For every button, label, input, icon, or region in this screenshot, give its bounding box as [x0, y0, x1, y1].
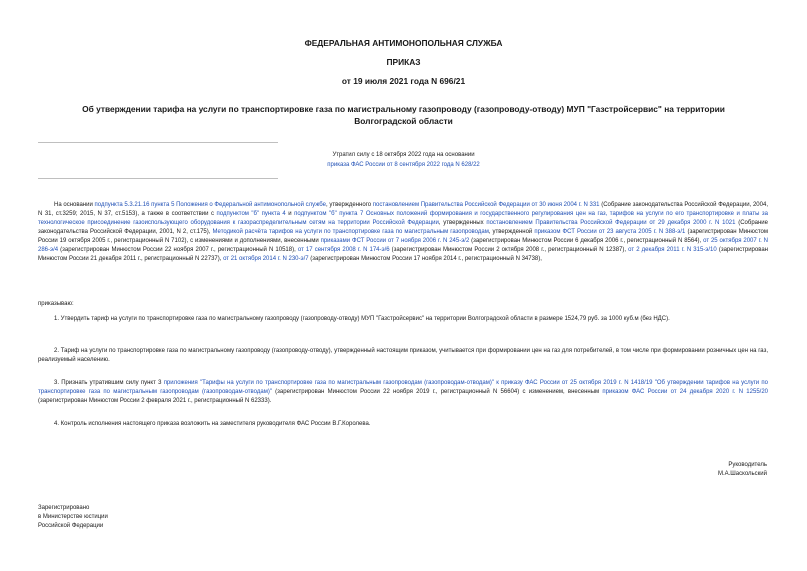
status-note-link[interactable]: приказа ФАС России от 8 сентября 2022 года N 628/22	[327, 162, 480, 168]
preamble-text: , утвержденных	[438, 220, 487, 226]
preamble-text: (зарегистрирован Минюстом России 19 октября 2005 г., регистрационный N 7102), с изменениями и дополнениями, внесенными	[38, 229, 768, 244]
top-divider	[38, 142, 278, 143]
order-word: приказываю:	[38, 301, 74, 307]
preamble-link[interactable]: постановлением Правительства Российской Федерации от 29 декабря 2000 г. N 1021	[486, 220, 736, 226]
item-4	[38, 420, 768, 429]
preamble-text: (зарегистрирован Минюстом России 22 ноября 2007 г., регистрационный N 10518),	[58, 247, 298, 253]
agency-name: ФЕДЕРАЛЬНАЯ АНТИМОНОПОЛЬНАЯ СЛУЖБА	[304, 38, 503, 48]
preamble-text: (зарегистрирован Минюстом России 2 октября 2008 г., регистрационный N 12387),	[389, 247, 629, 253]
item-3-link[interactable]: приказом ФАС России от 24 декабря 2020 г. N 1255/20	[602, 389, 768, 395]
item-3	[38, 379, 768, 406]
preamble-link[interactable]: от 25 октября 2007 г. N 286-э/4	[38, 238, 768, 253]
doc-date-number: от 19 июля 2021 года N 696/21	[341, 76, 466, 86]
item-3-link[interactable]: приложения "Тарифы на услуги по транспортировке газа по магистральным газопроводам (газопроводам-отводам)" к приказу ФАС России от 25 октября 2019 г. N 1418/19 "Об утверждении тарифов на услуги по транспортировке газа по магистральным газопроводам (газопроводам-отводам)"	[38, 380, 768, 395]
preamble-text: (зарегистрирован Минюстом России 21 декабря 2011 г., регистрационный N 22737),	[38, 247, 769, 262]
preamble-link[interactable]: постановлением Правительства Российской Федерации от 30 июня 2004 г. N 331	[372, 202, 600, 208]
preamble-text: , утвержденной	[488, 229, 535, 235]
preamble-text: , утвержденного	[326, 202, 373, 208]
item-4-text: 4. Контроль исполнения настоящего приказа возложить на заместителя руководителя ФАС России В.Г.Королева.	[54, 421, 371, 427]
preamble-text: (зарегистрирован Минюстом России 6 декабря 2006 г., регистрационный N 8564),	[469, 238, 704, 244]
signature-position: Руководитель	[728, 462, 767, 468]
registration-line-2: в Министерстве юстиции	[38, 514, 108, 520]
item-2	[38, 347, 768, 365]
status-note-text: Утратил силу с 18 октября 2022 года на основании	[332, 152, 475, 158]
doc-type: ПРИКАЗ	[386, 57, 421, 67]
preamble-text: (зарегистрирован Минюстом России 17 ноября 2014 г., регистрационный N 34738),	[308, 256, 542, 262]
preamble-link[interactable]: от 2 декабря 2011 г. N 315-э/10	[628, 247, 717, 253]
preamble-link[interactable]: приказами ФСТ России от 7 ноября 2006 г. N 245-э/2	[320, 238, 470, 244]
preamble-link[interactable]: от 21 октября 2014 г. N 230-э/7	[223, 256, 309, 262]
item-3-text: (зарегистрирован Минюстом России 22 ноября 2019 г., регистрационный N 56604) с изменением, внесенным	[271, 389, 603, 395]
preamble-link[interactable]: приказом ФСТ России от 23 августа 2005 г. N 388-э/1	[534, 229, 686, 235]
bottom-divider	[38, 178, 278, 179]
preamble-text: На основании	[54, 202, 95, 208]
item-3-text: 3. Признать утратившим силу пункт 3	[54, 380, 164, 386]
preamble-link[interactable]: подпунктом "б" пункта 7 Основных положений формирования и государственного регулирования цен на газ, тарифов на услуги по его транспортировке и платы за технологическое присоединение газоиспользующего оборудования к газораспределительным сетям на территории Российской Федерации	[38, 211, 768, 226]
preamble-link[interactable]: подпункта 5.3.21.16 пункта 5 Положения о Федеральной антимонопольной службе	[94, 202, 326, 208]
registration-line-3: Российской Федерации	[38, 523, 104, 529]
registration-line-1: Зарегистрировано	[38, 505, 90, 511]
preamble-link[interactable]: от 17 сентября 2008 г. N 174-э/6	[297, 247, 390, 253]
signature-name: М.А.Шаскольский	[717, 471, 767, 477]
doc-title: Об утверждении тарифа на услуги по транспортировке газа по магистральному газопроводу (газопроводу-отводу) МУП "Газстройсервис" на территории Волгоградской области	[82, 104, 725, 126]
preamble-text: (Собрание законодательства Российской Федерации, 2004, N 31, ст.3259; 2015, N 37, ст.5153), а также в соответствии с	[38, 202, 768, 217]
preamble-link[interactable]: подпунктом "б" пункта 4	[216, 211, 286, 217]
item-1	[38, 315, 768, 324]
item-1-text: 1. Утвердить тариф на услуги по транспортировке газа по магистральному газопроводу (газопроводу-отводу) МУП "Газстройсервис" на территории Волгоградской области в размере 1524,79 руб. за 1000 куб.м (без НДС).	[54, 316, 670, 322]
preamble-link[interactable]: Методикой расчёта тарифов на услуги по транспортировке газа по магистральным газопроводам	[212, 229, 489, 235]
preamble-text: и	[285, 211, 295, 217]
item-2-text: 2. Тариф на услуги по транспортировке газа по магистральному газопроводу (газопроводу-отводу), утвержденный настоящим приказом, учитывается при формировании цен на газ для потребителей, в том числе при формировании розничных цен на газ, реализуемый населению.	[38, 348, 768, 363]
item-3-text: (зарегистрирован Минюстом России 2 февраля 2021 г., регистрационный N 62333).	[38, 398, 272, 404]
preamble-text: (Собрание законодательства Российской Федерации, 2001, N 2, ст.175),	[38, 220, 768, 235]
preamble-paragraph	[38, 201, 768, 264]
